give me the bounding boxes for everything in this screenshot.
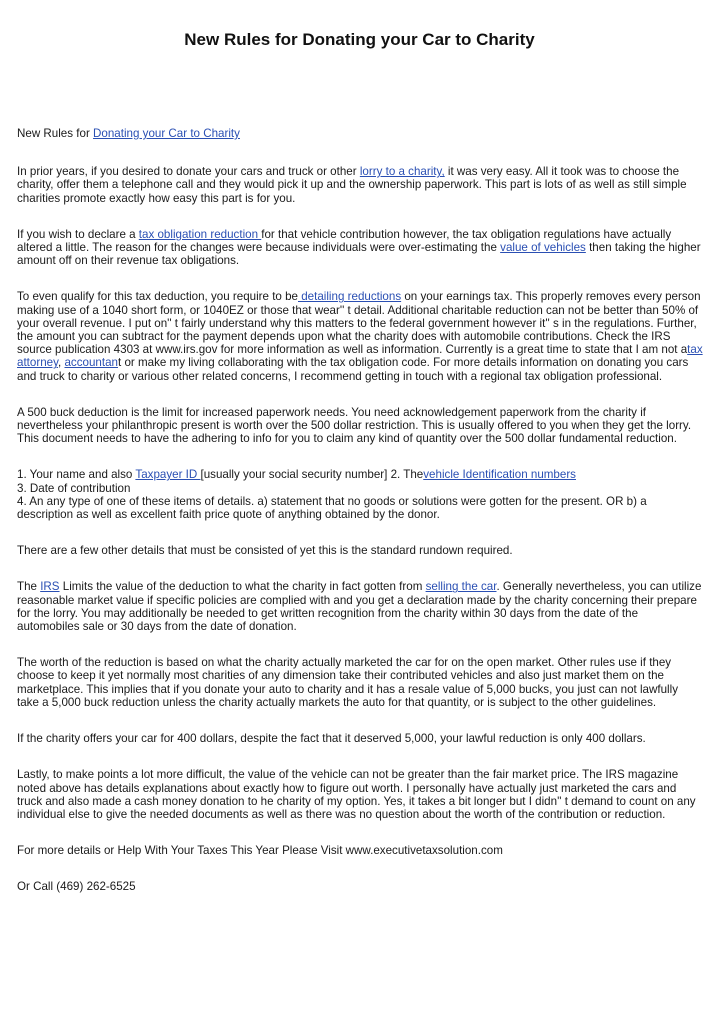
call-paragraph: Or Call (469) 262-6525	[17, 880, 136, 894]
declare-text-3: then taking the higher amount off on their revenue tax obligations.	[17, 241, 701, 268]
more-details-paragraph: For more details or Help With Your Taxes This Year Please Visit www.executivetaxsolution.com	[17, 844, 503, 858]
subtitle-paragraph	[17, 127, 703, 140]
intro-text-2: it was very easy. All it took was to choose the charity, offer them a telephone call and they would pick it up and the ownership paperwork. This part is lots of as well as still simple charities promote exactly how easy this part is for you.	[17, 165, 687, 205]
irs-text-3: . Generally nevertheless, you can utilize reasonable market value if specific policies are complied with and you get a declaration made by the charity concerning their prepare for the lorry. You may additionally be needed to get written recognition from the charity within 30 days from the date of the automobiles sale or 30 days from the date of donation.	[17, 580, 702, 634]
article-body	[17, 127, 703, 894]
value-of-vehicles-link[interactable]: value of vehicles	[500, 241, 586, 255]
qualify-text-3: ,	[58, 356, 65, 370]
irs-text-2: Limits the value of the deduction to what the charity in fact gotten from	[59, 580, 426, 594]
four-hundred-paragraph: If the charity offers your car for 400 dollars, despite the fact that it deserved 5,000, your lawful reduction is only 400 dollars.	[17, 732, 646, 746]
selling-the-car-link[interactable]: selling the car	[425, 580, 497, 594]
detailing-reductions-link[interactable]: detailing reductions	[298, 290, 402, 304]
accountant-link[interactable]: accountan	[64, 356, 118, 370]
list-item-2-text: [usually your social security number] 2. The	[200, 468, 424, 482]
declare-text-1: If you wish to declare a	[17, 227, 139, 241]
deduction-limit-paragraph: A 500 buck deduction is the limit for increased paperwork needs. You need acknowledgement paperwork from the charity if nevertheless your philanthropic present is worth over the 500 dollar restriction. This is usually offered to you when they get the lorry. This document needs to have the adhering to info for you to claim any kind of quantity over the 500 dollar fundamental reduction.	[17, 405, 692, 446]
subtitle-prefix: New Rules for	[17, 127, 94, 140]
qualify-paragraph	[17, 290, 703, 382]
tax-obligation-reduction-link[interactable]: tax obligation reduction	[138, 227, 262, 241]
irs-link[interactable]: IRS	[40, 580, 60, 594]
irs-text-1: The	[17, 580, 41, 594]
qualify-text-4: t or make my living collaborating with the tax obligation code. For more details information on donating you cars and truck to charity or various other related concerns, I recommend getting in touch with a regional tax obligation professional.	[17, 356, 689, 383]
details-paragraph: There are a few other details that must be consisted of yet this is the standard rundown required.	[17, 544, 513, 558]
vehicle-identification-numbers-link[interactable]: vehicle Identification numbers	[423, 468, 576, 482]
lastly-paragraph: Lastly, to make points a lot more difficult, the value of the vehicle can not be greater than the fair market price. The IRS magazine noted above has details explanations about exactly how to figure out worth. I personally have actually just marketed the cars and truck and also made a cash money donation to he charity of my option. Yes, it takes a bit longer but I didn'' t demand to count on any individual else to give the needed documents as well as there was no question about the worth of the contribution or reduction.	[17, 768, 696, 821]
qualify-text-2: on your earnings tax. This properly removes every person making use of a 1040 short form, or 1040EZ or those that wear'' t detail. Additional charitable reduction can not be better than 50% of your overall revenue. I put on'' t fairly understand why this matters to the federal government however it'' s in the regulations. Further, the amount you can subtract for the payment depends upon what the charity does with automobile contributions. Check the IRS source publication 4303 at www.irs.gov for more information as well as information. Currently is a great time to state that I am not a	[17, 290, 701, 357]
list-item-3: 3. Date of contribution	[17, 481, 131, 495]
worth-paragraph: The worth of the reduction is based on what the charity actually marketed the car for on the open market. Other rules use if they choose to keep it yet normally most charities of any dimension take their contributed vehicles and also just market them on the marketplace. This implies that if you donate your auto to charity and it has a resale value of 5,000 bucks, you just can not lawfully take a 5,000 buck reduction unless the charity actually markets the auto for that quantity, or is subject to the other guidelines.	[17, 656, 678, 709]
declare-paragraph	[17, 228, 703, 268]
list-item-1-text: 1. Your name and also	[17, 468, 136, 482]
intro-paragraph	[17, 165, 703, 205]
intro-text-1: In prior years, if you desired to donate your cars and truck or other	[17, 165, 360, 179]
taxpayer-id-link[interactable]: Taxpayer ID	[135, 468, 201, 482]
list-item-4: 4. An any type of one of these items of details. a) statement that no goods or solutions were gotten for the present. OR b) a description as well as excellent faith price quote of anything obtained by the donor.	[17, 494, 647, 522]
lorry-to-charity-link[interactable]: lorry to a charity,	[359, 165, 445, 179]
irs-paragraph	[17, 580, 703, 633]
declare-text-2: for that vehicle contribution however, the tax obligation regulations have actually altered a little. The reason for the changes were because individuals were over-estimating the	[17, 227, 672, 255]
donating-car-link[interactable]: Donating your Car to Charity	[93, 127, 240, 140]
page-title: New Rules for Donating your Car to Charity	[184, 30, 535, 49]
tax-attorney-link[interactable]: tax attorney	[17, 343, 703, 370]
qualify-text-1: To even qualify for this tax deduction, you require to be	[17, 290, 298, 304]
requirements-list	[17, 468, 703, 521]
